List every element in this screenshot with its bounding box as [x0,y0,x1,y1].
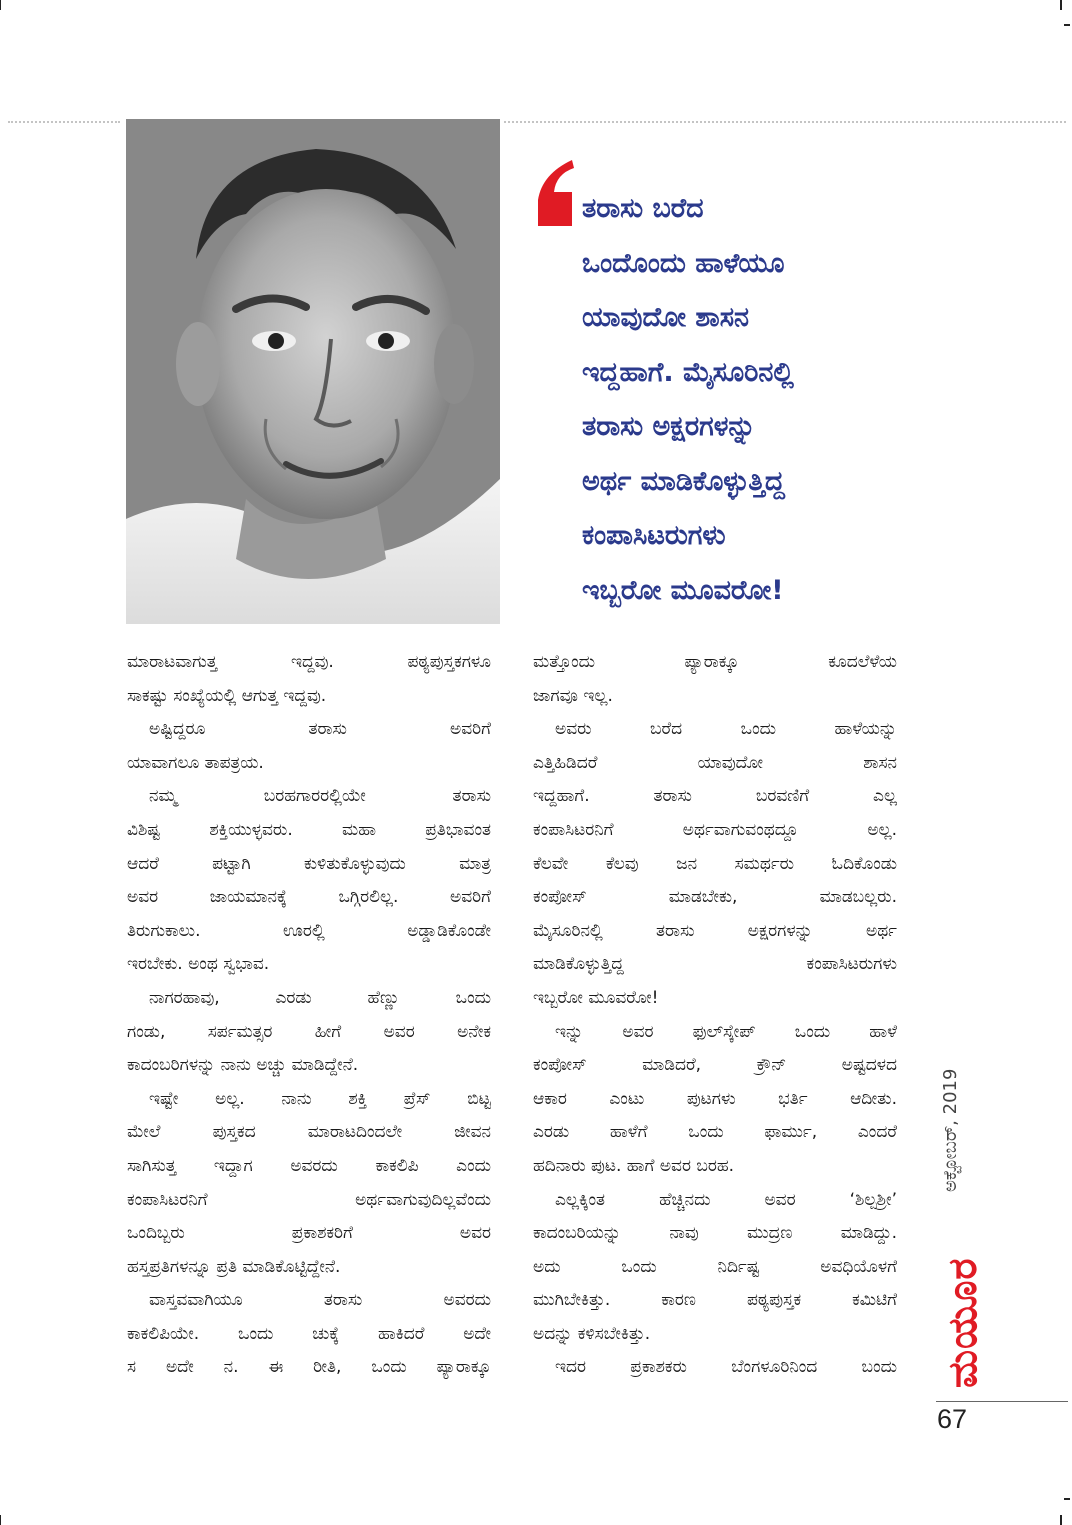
body-line: ಇನ್ನು ಅವರ ಫುಲ್‌ಸ್ಕೇಪ್ ಒಂದು ಹಾಳೆ [555,1021,897,1042]
crop-mark [1064,24,1070,26]
body-line: ಅವರು ಬರೆದ ಒಂದು ಹಾಳೆಯನ್ನು [555,719,897,740]
pull-quote-line: ಯಾವುದೋ ಶಾಸನ [582,302,750,333]
pull-quote-line: ಅರ್ಥ ಮಾಡಿಕೊಳ್ಳುತ್ತಿದ್ದ [582,465,785,497]
magazine-logo: ಮಯೂರ [940,1257,986,1388]
body-line: ಅಷ್ಟಿದ್ದರೂ ತರಾಸು ಅವರಿಗೆ [149,719,491,740]
body-line: ನಾಗರಹಾವು, ಎರಡು ಹೆಣ್ಣು ಒಂದು [149,987,491,1008]
body-column-right [533,646,897,1385]
page-number: 67 [937,1404,968,1434]
body-line: ಜಾಗವೂ ಇಲ್ಲ. [533,685,613,706]
body-line: ತಿರುಗುಕಾಲು. ಊರಲ್ಲಿ ಅಡ್ಡಾಡಿಕೊಂಡೇ [127,920,491,941]
pull-quote-line: ಕಂಪಾಸಿಟರುಗಳು [582,520,726,551]
body-line: ಸಾಗಿಸುತ್ತ ಇದ್ದಾಗ ಅವರದು ಕಾಕಲಿಪಿ ಎಂದು [127,1155,491,1176]
body-line: ಕಾದಂಬರಿಗಳನ್ನು ನಾನು ಅಚ್ಚು ಮಾಡಿದ್ದೇನೆ. [127,1055,359,1076]
body-line: ವಿಶಿಷ್ಟ ಶಕ್ತಿಯುಳ್ಳವರು. ಮಹಾ ಪ್ರತಿಭಾವಂತ [127,819,491,840]
body-line: ಕಂಪೋಸ್ ಮಾಡಿದರೆ, ಕ್ರೌನ್ ಅಷ್ಟದಳದ [533,1055,897,1076]
body-line: ಮುಗಿಬೇಕಿತ್ತು. ಕಾರಣ ಪಠ್ಯಪುಸ್ತಕ ಕಮಿಟಿಗೆ [533,1290,897,1311]
pull-quote-line: ಒಂದೊಂದು ಹಾಳೆಯೂ [582,247,785,279]
body-line: ಮೈಸೂರಿನಲ್ಲಿ ತರಾಸು ಅಕ್ಷರಗಳನ್ನು ಅರ್ಥ [533,920,897,941]
pull-quote-line: ಇದ್ದಹಾಗೆ. ಮೈಸೂರಿನಲ್ಲಿ [582,356,794,388]
crop-mark [1060,1515,1062,1525]
body-line: ನಮ್ಮ ಬರಹಗಾರರಲ್ಲಿಯೇ ತರಾಸು [149,786,491,807]
folio-rule [936,1401,1068,1402]
body-line: ಕಂಪಾಸಿಟರನಿಗೆ ಅರ್ಥವಾಗುವಂಥದ್ದೂ ಅಲ್ಲ. [533,819,897,840]
body-line: ಎಲ್ಲಕ್ಕಿಂತ ಹೆಚ್ಚಿನದು ಅವರ ‘ಶಿಲ್ಪಶ್ರೀ’ [555,1189,897,1210]
body-line: ಕಂಪಾಸಿಟರನಿಗೆ ಅರ್ಥವಾಗುವುದಿಲ್ಲವೆಂದು [127,1189,491,1210]
body-line: ಮೇಲೆ ಪುಸ್ತಕದ ಮಾರಾಟದಿಂದಲೇ ಜೀವನ [127,1122,491,1143]
issue-date: ಅಕ್ಟೋಬರ್, 2019 [940,1068,961,1192]
body-line: ಮತ್ತೊಂದು ಪ್ಯಾರಾಕ್ಕೂ ಕೂದಲೆಳೆಯ [533,652,897,672]
body-line: ಕೆಲವೇ ಕೆಲವು ಜನ ಸಮರ್ಥರು ಓದಿಕೊಂಡು [533,853,897,874]
body-line: ಇಬ್ಬರೋ ಮೂವರೋ! [533,987,659,1008]
body-line: ಗಂಡು, ಸರ್ಪಮತ್ಸರ ಹೀಗೆ ಅವರ ಅನೇಕ [127,1021,491,1042]
body-line: ಹಸ್ತಪ್ರತಿಗಳನ್ನೂ ಪ್ರತಿ ಮಾಡಿಕೊಟ್ಟಿದ್ದೇನೆ. [127,1256,341,1277]
body-line: ಕಾದಂಬರಿಯನ್ನು ನಾವು ಮುದ್ರಣ ಮಾಡಿದ್ದು. [533,1223,897,1244]
body-line: ಇದ್ದಹಾಗೆ. ತರಾಸು ಬರವಣಿಗೆ ಎಲ್ಲ [533,786,897,807]
dotted-rule-right [504,121,1066,123]
pull-quote-line: ಇಬ್ಬರೋ ಮೂವರೋ! [582,574,784,606]
crop-mark [0,0,1,10]
crop-mark [0,1515,1,1525]
body-line: ಎತ್ತಿಹಿಡಿದರೆ ಯಾವುದೋ ಶಾಸನ [533,752,897,773]
body-line: ಇಷ್ಟೇ ಅಲ್ಲ. ನಾನು ಶಕ್ತಿ ಪ್ರೆಸ್ ಬಿಟ್ಟ [149,1088,491,1109]
body-line: ಮಾರಾಟವಾಗುತ್ತ ಇದ್ದವು. ಪಠ್ಯಪುಸ್ತಕಗಳೂ [127,652,491,672]
body-column-left [127,646,491,1385]
pull-quote [582,182,922,618]
body-line: ಹದಿನಾರು ಪುಟ. ಹಾಗೆ ಅವರ ಬರಹ. [533,1155,735,1176]
body-line: ಆಕಾರ ಎಂಟು ಪುಟಗಳು ಭರ್ತಿ ಆದೀತು. [533,1088,897,1109]
body-line: ಎರಡು ಹಾಳೆಗೆ ಒಂದು ಫಾರ್ಮು, ಎಂದರೆ [533,1122,897,1143]
body-line: ಕಂಪೋಸ್ ಮಾಡಬೇಕು, ಮಾಡಬಲ್ಲರು. [533,887,897,908]
body-line: ಇರಬೇಕು. ಅಂಥ ಸ್ವಭಾವ. [127,954,270,975]
pull-quote-line: ತರಾಸು ಬರೆದ [582,193,704,224]
body-line: ಇದರ ಪ್ರಕಾಶಕರು ಬೆಂಗಳೂರಿನಿಂದ ಬಂದು [555,1357,897,1378]
crop-mark [1064,1498,1070,1500]
author-portrait-photo [126,119,500,624]
body-line: ಅದು ಒಂದು ನಿರ್ದಿಷ್ಟ ಅವಧಿಯೊಳಗೆ [533,1256,897,1277]
quote-mark-icon [532,160,576,230]
body-line: ಒಂದಿಬ್ಬರು ಪ್ರಕಾಶಕರಿಗೆ ಅವರ [127,1223,491,1244]
crop-mark [1060,0,1062,10]
pull-quote-line: ತರಾಸು ಅಕ್ಷರಗಳನ್ನು [582,411,756,442]
body-line: ಅದನ್ನು ಕಳಿಸಬೇಕಿತ್ತು. [533,1323,651,1344]
body-line: ಕಾಕಲಿಪಿಯೇ. ಒಂದು ಚುಕ್ಕೆ ಹಾಕಿದರೆ ಅದೇ [127,1323,491,1344]
dotted-rule-left [8,121,120,123]
body-line: ಅವರ ಜಾಯಮಾನಕ್ಕೆ ಒಗ್ಗಿರಲಿಲ್ಲ. ಅವರಿಗೆ [127,887,491,908]
body-line: ಸ ಅದೇ ನ. ಈ ರೀತಿ, ಒಂದು ಪ್ಯಾರಾಕ್ಕೂ [127,1357,491,1378]
body-line: ಸಾಕಷ್ಟು ಸಂಖ್ಯೆಯಲ್ಲಿ ಆಗುತ್ತ ಇದ್ದವು. [127,685,327,706]
body-line: ಯಾವಾಗಲೂ ತಾಪತ್ರಯ. [127,752,264,773]
body-line: ಆದರೆ ಪಟ್ಟಾಗಿ ಕುಳಿತುಕೊಳ್ಳುವುದು ಮಾತ್ರ [127,853,491,874]
body-line: ಮಾಡಿಕೊಳ್ಳುತ್ತಿದ್ದ ಕಂಪಾಸಿಟರುಗಳು [533,954,897,975]
body-line: ವಾಸ್ತವವಾಗಿಯೂ ತರಾಸು ಅವರದು [149,1290,491,1311]
